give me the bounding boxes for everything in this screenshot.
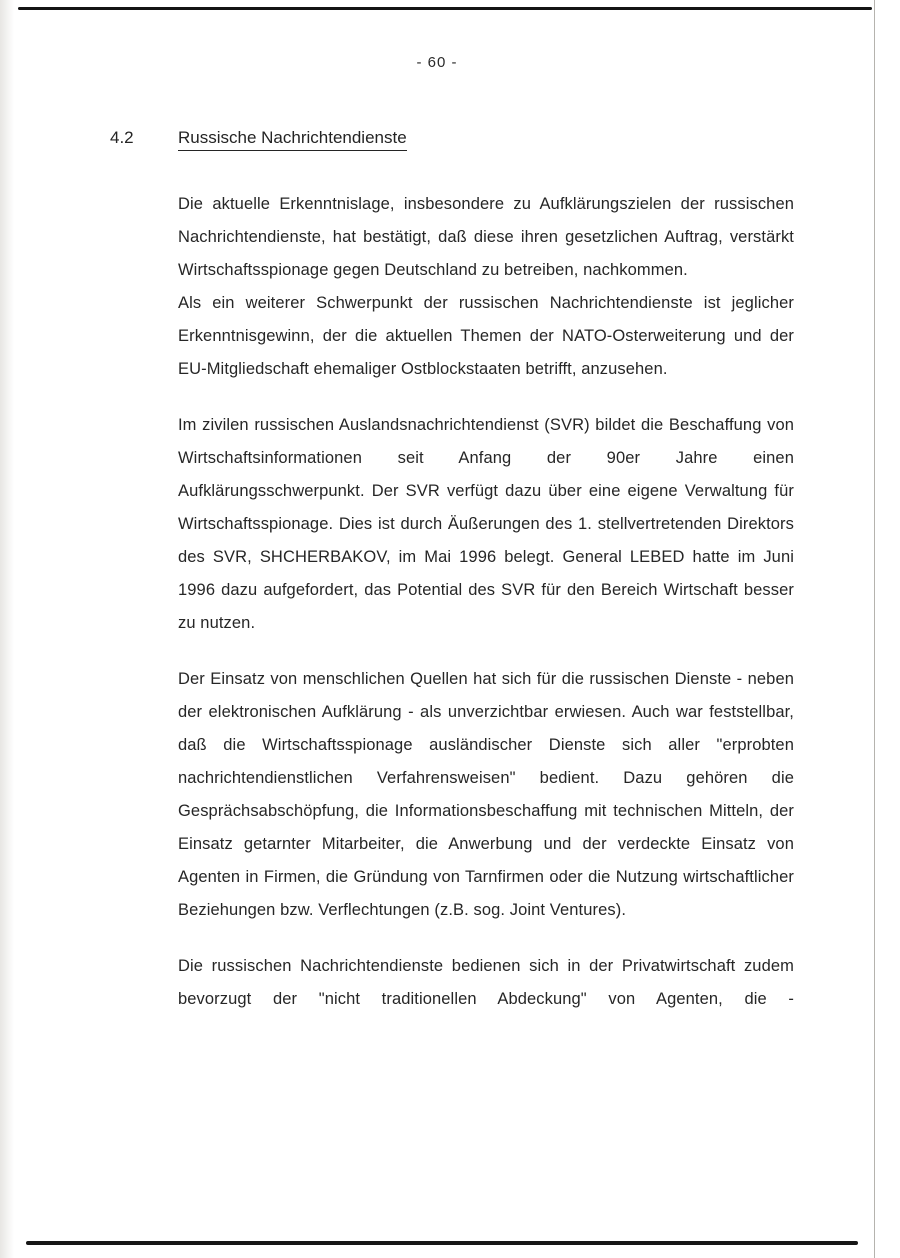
paragraph-2: Als ein weiterer Schwerpunkt der russischen Nachrichtendienste ist jeglicher Erkenntnisgewinn, der die aktuellen Themen der NATO-Osterweiterung und der EU-Mitgliedschaft ehemaliger Ostblockstaaten betrifft, anzusehen. [178, 294, 794, 378]
section-title: Russische Nachrichtendienste [178, 128, 407, 151]
scan-edge-right [874, 0, 875, 1258]
document-body [178, 188, 794, 1016]
section-number: 4.2 [110, 128, 134, 147]
paragraph-3: Im zivilen russischen Auslandsnachrichtendienst (SVR) bildet die Beschaffung von Wirtschaftsinformationen seit Anfang der 90er Jahre einen Aufklärungsschwerpunkt. Der SVR verfügt dazu über eine eigene Verwaltung für Wirtschaftsspionage. Dies ist durch Äußerungen des 1. stellvertretenden Direktors des SVR, SHCHERBAKOV, im Mai 1996 belegt. General LEBED hatte im Juni 1996 dazu aufgefordert, das Potential des SVR für den Bereich Wirtschaft besser zu nutzen. [178, 416, 794, 632]
scan-left-shade [0, 0, 14, 1258]
scan-edge-top [18, 7, 872, 10]
scan-edge-bottom [26, 1241, 858, 1245]
paragraph-1: Die aktuelle Erkenntnislage, insbesondere zu Aufklärungszielen der russischen Nachrichtendienste, hat bestätigt, daß diese ihren gesetzlichen Auftrag, verstärkt Wirtschaftsspionage gegen Deutschland zu betreiben, nachkommen. [178, 195, 794, 279]
page-number: - 60 - [416, 54, 458, 71]
section-heading [110, 128, 407, 148]
paragraph-4: Der Einsatz von menschlichen Quellen hat sich für die russischen Dienste - neben der elektronischen Aufklärung - als unverzichtbar erwiesen. Auch war feststellbar, daß die Wirtschaftsspionage ausländischer Dienste sich aller "erprobten nachrichtendienstlichen Verfahrensweisen" bedient. Dazu gehören die Gesprächsabschöpfung, die Informationsbeschaffung mit technischen Mitteln, der Einsatz getarnter Mitarbeiter, die Anwerbung und der verdeckte Einsatz von Agenten in Firmen, die Gründung von Tarnfirmen oder die Nutzung wirtschaftlicher Beziehungen bzw. Verflechtungen (z.B. sog. Joint Ventures). [178, 670, 794, 919]
paragraph-5: Die russischen Nachrichtendienste bedienen sich in der Privatwirtschaft zudem bevorzugt der "nicht traditionellen Abdeckung" von Agenten, die - [178, 957, 794, 1008]
